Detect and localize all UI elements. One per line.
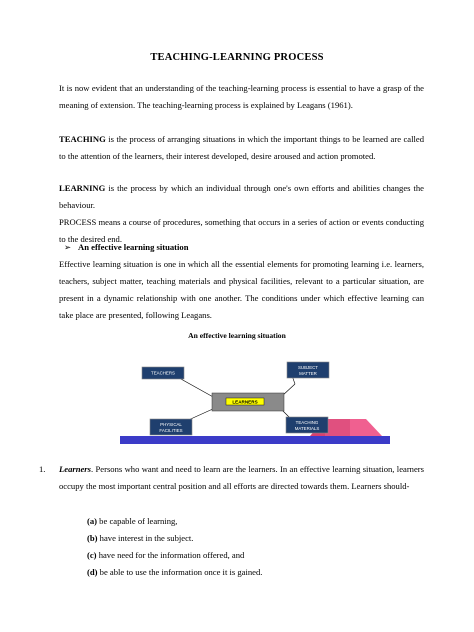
page-title: TEACHING-LEARNING PROCESS	[150, 52, 324, 63]
figure-caption: An effective learning situation	[188, 331, 286, 340]
sub-item-label: (b)	[87, 533, 98, 543]
sub-item-b	[87, 530, 193, 547]
teaching-materials-label-2: MATERIALS	[294, 426, 320, 431]
arrow-bullet-icon: ➢	[64, 242, 72, 252]
teaching-term: TEACHING	[59, 134, 106, 144]
intro-paragraph: It is now evident that an understanding of the teaching-learning process is essential to have a grasp of the meaning of extension. The teaching-learning process is explained by Leagans (1961).	[59, 83, 424, 110]
subject-matter-label-2: MATTER	[299, 371, 317, 376]
physical-label-2: FACILITIES	[159, 428, 183, 433]
subject-matter-label-1: SUBJECT	[297, 365, 319, 370]
sub-item-c	[87, 547, 244, 564]
sub-item-label: (a)	[87, 516, 98, 526]
bullet-heading	[64, 239, 189, 256]
sub-item-d	[87, 564, 262, 581]
teaching-materials-label-1: TEACHING	[295, 420, 319, 425]
sub-item-label: (d)	[87, 567, 98, 577]
learning-paragraph	[59, 180, 424, 214]
sub-item-text: be capable of learning,	[97, 516, 178, 526]
list-number: 1.	[39, 464, 46, 474]
teaching-definition: is the process of arranging situations in which the important things to be learned are called to the attention of the learners, their interest developed, desire aroused and action promoted.	[59, 134, 424, 161]
teachers-label: TEACHERS	[151, 370, 175, 376]
learners-text: . Persons who want and need to learn are the learners. In an effective learning situation, learners occupy the most important central position and all efforts are directed towards them. Learners should-	[59, 464, 424, 491]
sub-item-text: have need for the information offered, and	[96, 550, 245, 560]
physical-label-1: PHYSICAL	[160, 422, 182, 427]
teaching-paragraph	[59, 131, 424, 165]
sub-item-text: have interest in the subject.	[97, 533, 194, 543]
learners-label: LEARNERS	[232, 399, 258, 405]
sub-item-a	[87, 513, 177, 530]
bullet-heading-text: An effective learning situation	[78, 242, 189, 252]
process-paragraph: PROCESS means a course of procedures, something that occurs in a series of action or events conducting to the desired end.	[59, 217, 424, 244]
list-item-learners	[39, 461, 424, 495]
sub-item-text: be able to use the information once it is gained.	[97, 567, 263, 577]
sub-item-label: (c)	[87, 550, 97, 560]
learning-definition: is the process by which an individual through one's own efforts and abilities changes the behaviour.	[59, 183, 424, 210]
situation-paragraph: Effective learning situation is one in which all the essential elements for promoting learning i.e. learners, teachers, subject matter, teaching materials and physical facilities, relevant to a particular situation, are present in a dynamic relationship with one another. The conditions under which effective learning can take place are presented, following Leagans.	[59, 259, 424, 320]
learners-term: Learners	[59, 464, 91, 474]
pink-block	[325, 419, 350, 436]
learning-situation-diagram	[120, 356, 420, 451]
learning-term: LEARNING	[59, 183, 106, 193]
base-band	[120, 436, 390, 444]
